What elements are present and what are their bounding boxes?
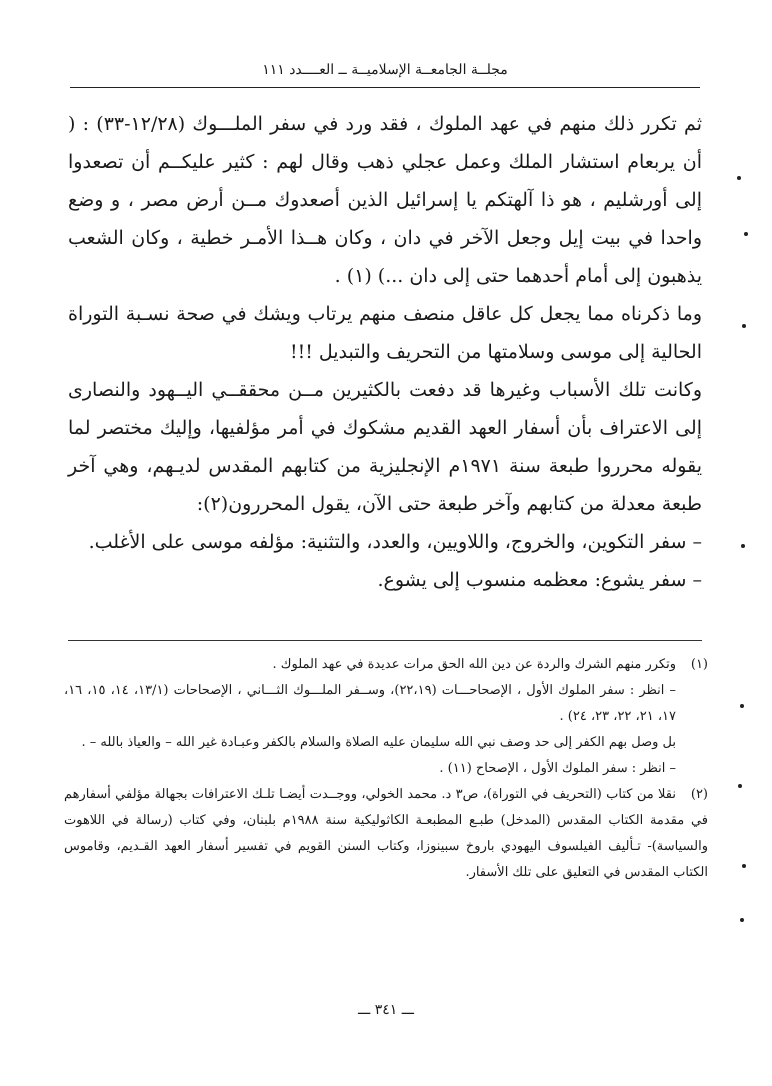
scan-speck [737, 176, 741, 180]
paragraph: وكانت تلك الأسباب وغيرها قد دفعت بالكثيرين مــن محققــي اليــهود والنصارى إلى الاعتراف بأن أسفار العهد القديم مشكوك في أمر مؤلفيها، وإليك مختصر لما يقوله محرروا طبعة سنة ١٩٧١م الإنجليزية من كتابهم المقدس لديـهم، وهي آخر طبعة معدلة من كتابهم وآخر طبعة حتى الآن، يقول المحررون(٢): [68, 379, 703, 515]
footnotes [64, 652, 708, 886]
footnote-line: بل وصل بهم الكفر إلى حد وصف نبي الله سليمان عليه الصلاة والسلام بالكفر وعبـادة غير الله – والعياذ بالله – . [81, 735, 676, 750]
footnote-line [64, 652, 708, 678]
footnote-marker: (٢) [690, 787, 708, 802]
paragraph: ثم تكرر ذلك منهم في عهد الملوك ، فقد ورد في سفر الملـــوك (١٢/٢٨-٣٣) : ( أن يربعام استشار الملك وعمل عجلي ذهب وقال لهم : كثير عليكــم أن تصعدوا إلى أورشليم ، هو ذا آلهتكم يا إسرائيل الذين أصعدوك مــن أرض مصر ، و وضع واحدا في بيت إيل وجعل الآخر في دان ، وكان هــذا الأمـر خطية ، وكان الشعب يذهبون إلى أمام أحدهما حتى إلى دان ...) (١) . [68, 113, 702, 287]
scan-speck [744, 232, 748, 236]
list-item: – سفر يشوع: معظمه منسوب إلى يشوع. [377, 569, 702, 591]
scan-speck [741, 544, 745, 548]
footnote-text: وتكرر منهم الشرك والردة عن دين الله الحق مرات عديدة في عهد الملوك . [272, 657, 676, 672]
main-text [68, 105, 702, 599]
scan-speck [738, 784, 742, 788]
page-number: ـــ ٣٤١ ـــ [357, 1002, 415, 1018]
footnote-line [64, 782, 708, 886]
running-header: مجلــة الجامعــة الإسلاميــة ــ العــــدد ١١١ [262, 62, 508, 78]
scan-speck [742, 864, 746, 868]
header-divider [70, 87, 700, 88]
scan-speck [742, 324, 746, 328]
footnote-text: نقلا من كتاب (التحريف في التوراة)، ص٣ د. محمد الخولي، ووجــدت أيضـا تلـك الاعترافات بجهالة مؤلفي أسفارهم في مقدمة الكتاب المقدس (المدخل) طبـع المطبعـة الكاثوليكية سنة ١٩٨٨م بلبنان، وفي كتاب (رسالة في اللاهوت والسياسة)- تـأليف الفيلسوف اليهودي باروخ سبينوزا، وكتاب السنن القويم في تفسير أسفار العهد القـديم، وقاموس الكتاب المقدس في التعليق على تلك الأسفار. [64, 787, 708, 880]
footnote-line: – انظر : سفر الملوك الأول ، الإصحاح (١١) . [439, 761, 676, 776]
scan-speck [740, 704, 744, 708]
list-item: – سفر التكوين، والخروج، واللاويين، والعدد، والتثنية: مؤلفه موسى على الأغلب. [88, 531, 702, 553]
paragraph: وما ذكرناه مما يجعل كل عاقل منصف منهم يرتاب ويشك في صحة نسـبة التوراة الحالية إلى موسى وسلامتها من التحريف والتبديل !!! [68, 303, 702, 363]
footnote-marker: (١) [690, 657, 708, 672]
footnote-divider [68, 640, 702, 641]
scan-speck [740, 918, 744, 922]
footnote-line: – انظر : سفر الملوك الأول ، الإصحاحـــات (٢٢،١٩)، وســفر الملـــوك الثـــاني ، الإصحاحات (١٣/١، ١٤، ١٥، ١٦، ١٧، ٢١، ٢٢، ٢٣، ٢٤) . [64, 683, 677, 724]
